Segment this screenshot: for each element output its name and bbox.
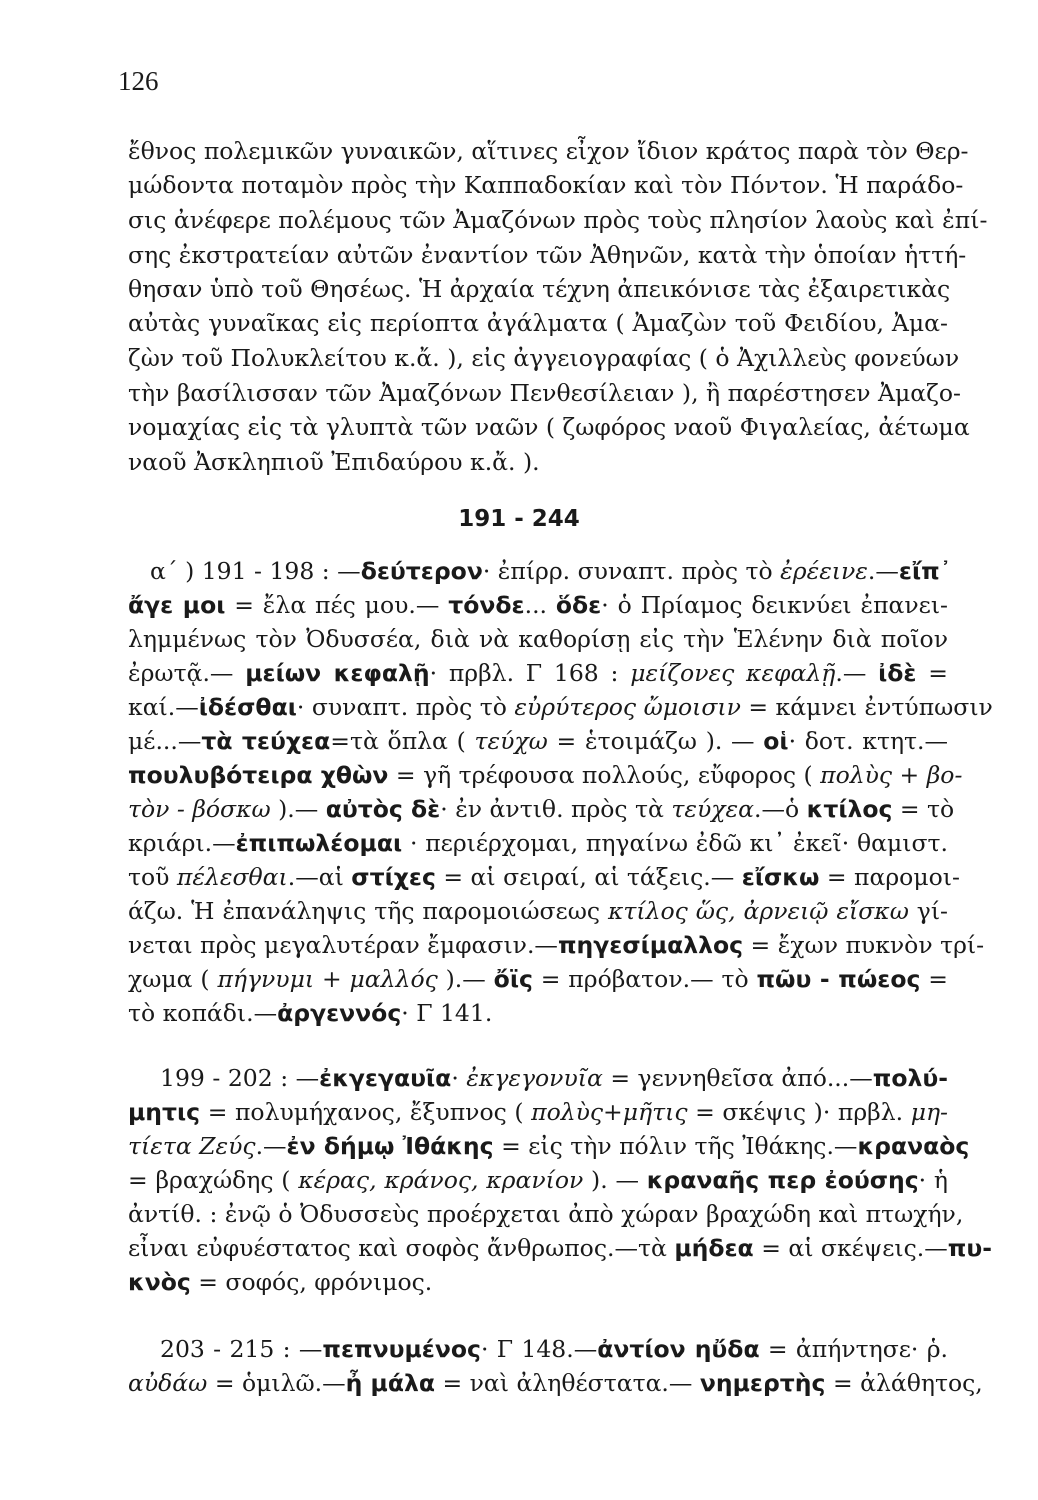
text-segment: · πρβλ. Γ 168 : bbox=[429, 659, 631, 687]
text-segment: ζὼν τοῦ Πολυκλείτου κ.ἄ. ), εἰς ἀγγειογραφίας ( ὁ Ἀχιλλεὺς φονεύων bbox=[128, 344, 960, 372]
text-segment: 199 - 202 : — bbox=[160, 1064, 320, 1092]
lemma: μείων κεφαλῇ bbox=[245, 659, 430, 687]
text-segment: = ἀλάθητος, bbox=[825, 1369, 983, 1397]
text-line bbox=[128, 724, 948, 758]
text-segment: · ὁ Πρίαμος δεικνύει ἐπανει- bbox=[601, 591, 948, 619]
text-segment: τὴν βασίλισσαν τῶν Ἀμαζόνων Πενθεσίλειαν ), ἢ παρέστησεν Ἀμαζο- bbox=[128, 379, 961, 407]
text-segment: = ἔλα πές μου.— bbox=[225, 591, 449, 619]
lemma: πηγεσίμαλλος bbox=[557, 931, 744, 959]
citation: τίετα Ζεύς bbox=[128, 1132, 256, 1160]
citation: πέλεσθαι bbox=[176, 863, 288, 891]
lemma: κραναὸς bbox=[857, 1132, 970, 1160]
citation: πήγνυμι + μαλλός bbox=[217, 965, 438, 993]
text-segment: ).— bbox=[270, 795, 326, 823]
lemma: ἐν δήμῳ Ἰθάκης bbox=[286, 1132, 494, 1160]
text-line bbox=[128, 1366, 983, 1400]
text-segment: τοῦ bbox=[128, 863, 177, 891]
lemma: μητις bbox=[128, 1098, 201, 1126]
citation: μη- bbox=[910, 1098, 948, 1126]
text-line bbox=[128, 894, 948, 928]
text-segment: · ἐν ἀντιθ. πρὸς τὰ bbox=[440, 795, 672, 823]
text-line bbox=[128, 588, 948, 622]
lemma: ἀντίον ηὔδα bbox=[597, 1335, 760, 1363]
text-segment: μέ...— bbox=[128, 727, 202, 755]
text-line bbox=[128, 168, 964, 202]
text-line bbox=[128, 758, 963, 792]
text-segment: = ναὶ ἀληθέστατα.— bbox=[435, 1369, 700, 1397]
text-segment: · Γ 141. bbox=[401, 999, 493, 1027]
lemma: ἦ μάλα bbox=[345, 1369, 436, 1397]
citation: κτίλος ὥς, ἀρνειῷ εἴσκω bbox=[608, 897, 909, 925]
text-segment: = σκέψις )· πρβλ. bbox=[687, 1098, 911, 1126]
lemma: ἰδὲ bbox=[878, 659, 917, 687]
text-line bbox=[128, 341, 960, 375]
text-segment: τὸ κοπάδι.— bbox=[128, 999, 278, 1027]
text-segment: = bbox=[920, 965, 948, 993]
text-segment: ). — bbox=[583, 1166, 647, 1194]
text-segment: 203 - 215 : — bbox=[160, 1335, 323, 1363]
text-line bbox=[160, 1061, 948, 1095]
section-heading: 191 - 244 bbox=[458, 506, 580, 532]
text-line bbox=[128, 996, 948, 1030]
citation: ἐρέεινε bbox=[780, 557, 868, 585]
text-line bbox=[128, 656, 948, 690]
text-line bbox=[128, 826, 948, 860]
text-line bbox=[128, 134, 969, 168]
lemma: ὄϊς bbox=[493, 965, 533, 993]
citation: τὸν - βόσκω bbox=[128, 795, 271, 823]
text-segment: = βραχώδης ( bbox=[128, 1166, 299, 1194]
text-segment: = bbox=[916, 659, 948, 687]
text-segment: νεται πρὸς μεγαλυτέραν ἔμφασιν.— bbox=[128, 931, 558, 959]
text-segment: = πρόβατον.— τὸ bbox=[532, 965, 757, 993]
lemma: πεπνυμένος bbox=[322, 1335, 481, 1363]
text-segment: κριάρι.— bbox=[128, 829, 236, 857]
text-segment: α΄ ) 191 - 198 : — bbox=[150, 557, 361, 585]
text-segment: εἶναι εὐφυέστατος καὶ σοφὸς ἄνθρωπος.—τὰ bbox=[128, 1234, 675, 1262]
text-segment: = ἀπήντησε· ῥ. bbox=[759, 1335, 948, 1363]
text-line bbox=[128, 1265, 948, 1299]
lemma: οἱ bbox=[763, 727, 789, 755]
text-segment: λημμένως τὸν Ὀδυσσέα, διὰ νὰ καθορίσῃ εἰς τὴν Ἑλένην διὰ ποῖον bbox=[128, 625, 948, 653]
text-segment: · bbox=[451, 1064, 467, 1092]
lemma: ὅδε bbox=[555, 591, 602, 619]
text-line bbox=[128, 203, 988, 237]
lemma: στίχες bbox=[351, 863, 436, 891]
text-line bbox=[128, 272, 951, 306]
text-segment: .— bbox=[255, 1132, 287, 1160]
text-segment: γί- bbox=[908, 897, 949, 925]
text-segment: = εἰς τὴν πόλιν τῆς Ἰθάκης.— bbox=[493, 1132, 858, 1160]
lemma: πυ- bbox=[947, 1234, 992, 1262]
text-segment: .—αἱ bbox=[287, 863, 352, 891]
lemma: ἄγε μοι bbox=[128, 591, 226, 619]
text-segment: σις ἀνέφερε πολέμους τῶν Ἀμαζόνων πρὸς τοὺς πλησίον λαοὺς καὶ ἐπί- bbox=[128, 206, 988, 234]
lemma: εἴπ᾽ bbox=[898, 557, 952, 585]
text-line bbox=[128, 445, 948, 479]
text-segment: ).— bbox=[437, 965, 494, 993]
text-segment: · Γ 148.— bbox=[480, 1335, 598, 1363]
text-line bbox=[128, 1095, 948, 1129]
text-segment: θησαν ὑπὸ τοῦ Θησέως. Ἡ ἀρχαία τέχνη ἀπεικόνισε τὰς ἐξαιρετικὰς bbox=[128, 275, 951, 303]
text-segment: = ἑτοιμάζω ). — bbox=[547, 727, 764, 755]
text-line bbox=[128, 962, 948, 996]
text-segment: = ὁμιλῶ.— bbox=[207, 1369, 346, 1397]
text-line bbox=[160, 1332, 948, 1366]
lemma: ἐκγεγαυῖα bbox=[319, 1064, 452, 1092]
lemma: δεύτερον bbox=[360, 557, 483, 585]
text-segment: ἔθνος πολεμικῶν γυναικῶν, αἵτινες εἶχον ἴδιον κράτος παρὰ τὸν Θερ- bbox=[128, 137, 969, 165]
text-segment: ἀντίθ. : ἐνῷ ὁ Ὀδυσσεὺς προέρχεται ἀπὸ χώραν βραχώδη καὶ πτωχήν, bbox=[128, 1200, 964, 1228]
text-line bbox=[128, 1197, 964, 1231]
text-line bbox=[128, 1129, 970, 1163]
citation: αὐδάω bbox=[128, 1369, 208, 1397]
text-segment: = τὸ bbox=[892, 795, 955, 823]
text-segment: καί.— bbox=[128, 693, 199, 721]
lemma: εἴσκω bbox=[741, 863, 820, 891]
text-segment: · ἐπίρρ. συναπτ. πρὸς τὸ bbox=[482, 557, 781, 585]
text-line bbox=[128, 410, 970, 444]
text-segment: = κάμνει ἐντύπωσιν bbox=[740, 693, 993, 721]
lemma: πῶυ - πώεος bbox=[756, 965, 921, 993]
text-segment: = γῆ τρέφουσα πολλούς, εὔφορος ( bbox=[388, 761, 821, 789]
text-segment: · δοτ. κτητ.— bbox=[788, 727, 948, 755]
text-segment: = ἔχων πυκνὸν τρί- bbox=[743, 931, 985, 959]
text-segment: .— bbox=[867, 557, 899, 585]
text-segment: άζω. Ἡ ἐπανάληψις τῆς παρομοιώσεως bbox=[128, 897, 608, 925]
text-line bbox=[128, 928, 985, 962]
text-segment: = γεννηθεῖσα ἀπό...— bbox=[602, 1064, 873, 1092]
lemma: ἀργεννός bbox=[277, 999, 402, 1027]
citation: πολὺς+μῆτις bbox=[531, 1098, 688, 1126]
text-segment: · ἡ bbox=[918, 1166, 948, 1194]
citation: εὐρύτερος ὤμοισιν bbox=[514, 693, 741, 721]
text-segment: = αἱ σειραί, αἱ τάξεις.— bbox=[435, 863, 742, 891]
text-line bbox=[128, 622, 948, 656]
text-line bbox=[128, 238, 967, 272]
lemma: κραναῆς περ ἐούσης bbox=[646, 1166, 919, 1194]
text-line bbox=[128, 1231, 992, 1265]
text-segment: =τὰ ὅπλα ( bbox=[330, 727, 475, 755]
page-number: 126 bbox=[118, 66, 159, 96]
text-line bbox=[128, 690, 993, 724]
text-line bbox=[128, 792, 955, 826]
lemma: τὰ τεύχεα bbox=[201, 727, 331, 755]
text-segment: ἐρωτᾷ.— bbox=[128, 659, 246, 687]
citation: τεύχω bbox=[474, 727, 548, 755]
lemma: ἐπιπωλέομαι bbox=[235, 829, 403, 857]
text-segment: = σοφός, φρόνιμος. bbox=[190, 1268, 433, 1296]
text-segment: αὐτὰς γυναῖκας εἰς περίοπτα ἀγάλματα ( Ἀμαζὼν τοῦ Φειδίου, Ἀμα- bbox=[128, 309, 948, 337]
text-line bbox=[128, 376, 961, 410]
citation: κέρας, κράνος, κρανίον bbox=[298, 1166, 584, 1194]
lemma: πολύ- bbox=[872, 1064, 948, 1092]
text-line bbox=[150, 554, 952, 588]
lemma: πουλυβότειρα χθὼν bbox=[128, 761, 389, 789]
text-segment: = παρομοι- bbox=[819, 863, 960, 891]
citation: ἐκγεγονυῖα bbox=[466, 1064, 603, 1092]
text-segment: σης ἐκστρατείαν αὐτῶν ἐναντίον τῶν Ἀθηνῶν, κατὰ τὴν ὁποίαν ἡττή- bbox=[128, 241, 967, 269]
text-segment: = πολυμήχανος, ἔξυπνος ( bbox=[200, 1098, 532, 1126]
text-segment: ναοῦ Ἀσκληπιοῦ Ἐπιδαύρου κ.ἄ. ). bbox=[128, 448, 540, 476]
citation: πολὺς + βο- bbox=[820, 761, 963, 789]
text-line bbox=[128, 306, 948, 340]
lemma: νημερτὴς bbox=[699, 1369, 826, 1397]
text-segment: νομαχίας εἰς τὰ γλυπτὰ τῶν ναῶν ( ζωφόρος ναοῦ Φιγαλείας, ἀέτωμα bbox=[128, 413, 970, 441]
text-segment: .— bbox=[835, 659, 879, 687]
lemma: τόνδε bbox=[448, 591, 525, 619]
lemma: κτίλος bbox=[806, 795, 893, 823]
text-line bbox=[128, 860, 960, 894]
text-line bbox=[128, 1163, 948, 1197]
citation: μείζονες κεφαλῇ bbox=[630, 659, 836, 687]
lemma: μήδεα bbox=[674, 1234, 754, 1262]
text-segment: χωμα ( bbox=[128, 965, 218, 993]
text-segment: · συναπτ. πρὸς τὸ bbox=[296, 693, 515, 721]
text-segment: = αἱ σκέψεις.— bbox=[753, 1234, 948, 1262]
text-segment: .—ὁ bbox=[754, 795, 807, 823]
lemma: ἰδέσθαι bbox=[198, 693, 297, 721]
lemma: κνὸς bbox=[128, 1268, 191, 1296]
text-segment: · περιέρχομαι, πηγαίνω ἐδῶ κι᾽ ἐκεῖ· θαμιστ. bbox=[402, 829, 948, 857]
text-segment: μώδοντα ποταμὸν πρὸς τὴν Καππαδοκίαν καὶ τὸν Πόντον. Ἡ παράδο- bbox=[128, 171, 964, 199]
text-segment: ... bbox=[524, 591, 556, 619]
citation: τεύχεα bbox=[671, 795, 755, 823]
lemma: αὐτὸς δὲ bbox=[325, 795, 441, 823]
